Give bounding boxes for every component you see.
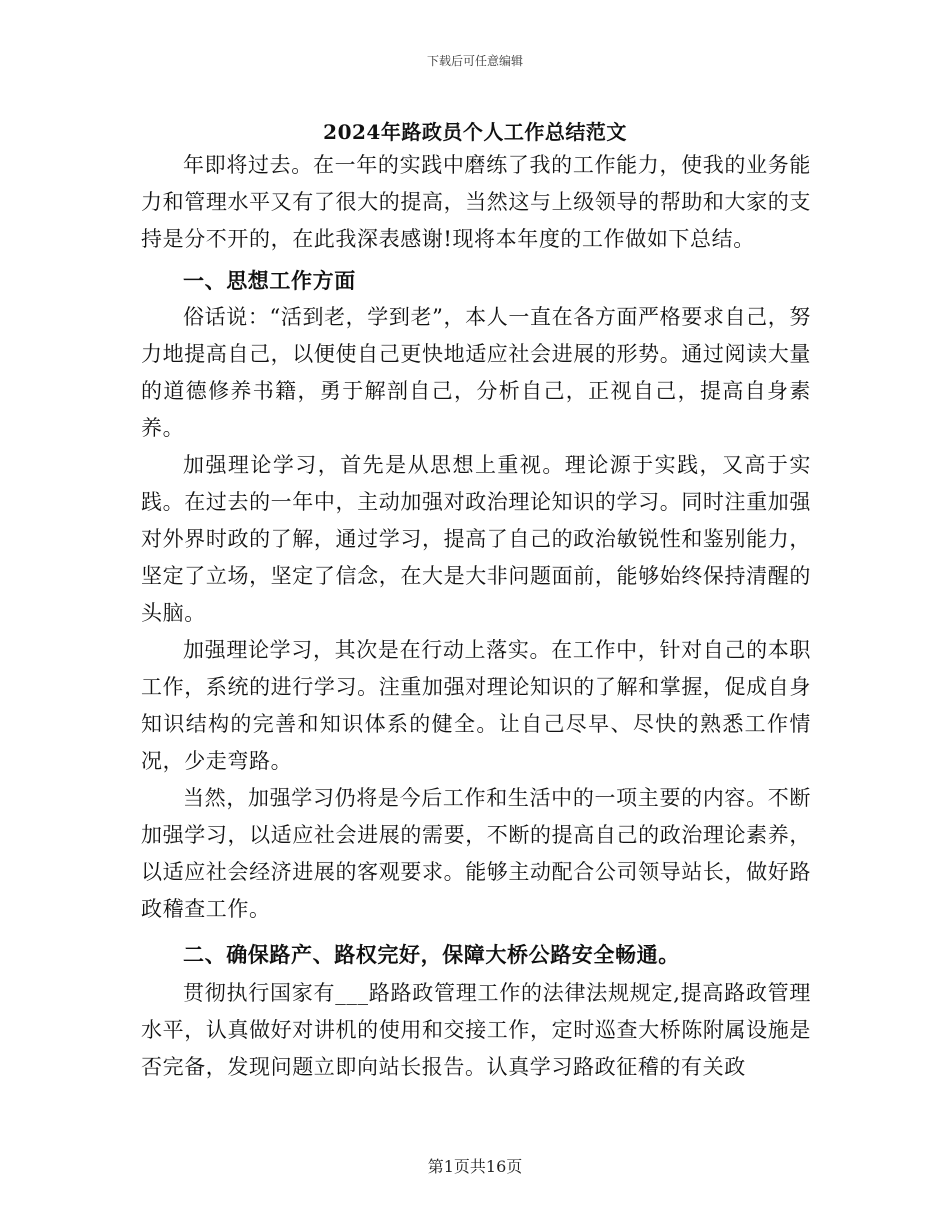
body-paragraph: 当然，加强学习仍将是今后工作和生活中的一项主要的内容。不断加强学习，以适应社会进展的需要，不断的提高自己的政治理论素养，以适应社会经济进展的客观要求。能够主动配合公司领导站长，做好路政稽查工作。 bbox=[141, 786, 811, 921]
document-title: 2024年路政员个人工作总结范文 bbox=[323, 120, 627, 144]
document-body bbox=[141, 147, 811, 1086]
body-paragraph: 加强理论学习，首先是从思想上重视。理论源于实践，又高于实践。在过去的一年中，主动加强对政治理论知识的学习。同时注重加强对外界时政的了解，通过学习，提高了自己的政治敏锐性和鉴别能力，坚定了立场，坚定了信念，在大是大非问题面前，能够始终保持清醒的头脑。 bbox=[141, 453, 811, 625]
body-paragraph: 俗话说：“活到老，学到老”，本人一直在各方面严格要求自己，努力地提高自己，以便使自己更快地适应社会进展的形势。通过阅读大量的道德修养书籍，勇于解剖自己，分析自己，正视自己，提高自身素养。 bbox=[141, 305, 811, 440]
page-header-note: 下载后可任意编辑 bbox=[426, 54, 523, 68]
section-heading-thought-work: 一、思想工作方面 bbox=[183, 268, 356, 293]
section-heading-road-safety: 二、确保路产、路权完好，保障大桥公路安全畅通。 bbox=[183, 942, 680, 967]
body-paragraph: 加强理论学习，其次是在行动上落实。在工作中，针对自己的本职工作，系统的进行学习。注重加强对理论知识的了解和掌握，促成自身知识结构的完善和知识体系的健全。让自己尽早、尽快的熟悉工作情况，少走弯路。 bbox=[141, 638, 811, 773]
body-paragraph: 贯彻执行国家有___路路政管理工作的法律法规规定,提高路政管理水平，认真做好对讲机的使用和交接工作，定时巡查大桥陈附属设施是否完备，发现问题立即向站长报告。认真学习路政征稽的有关政 bbox=[141, 981, 811, 1079]
page-number: 第1页共16页 bbox=[427, 1157, 523, 1176]
intro-paragraph: 年即将过去。在一年的实践中磨练了我的工作能力，使我的业务能力和管理水平又有了很大的提高，当然这与上级领导的帮助和大家的支持是分不开的，在此我深表感谢!现将本年度的工作做如下总结。 bbox=[141, 153, 811, 251]
